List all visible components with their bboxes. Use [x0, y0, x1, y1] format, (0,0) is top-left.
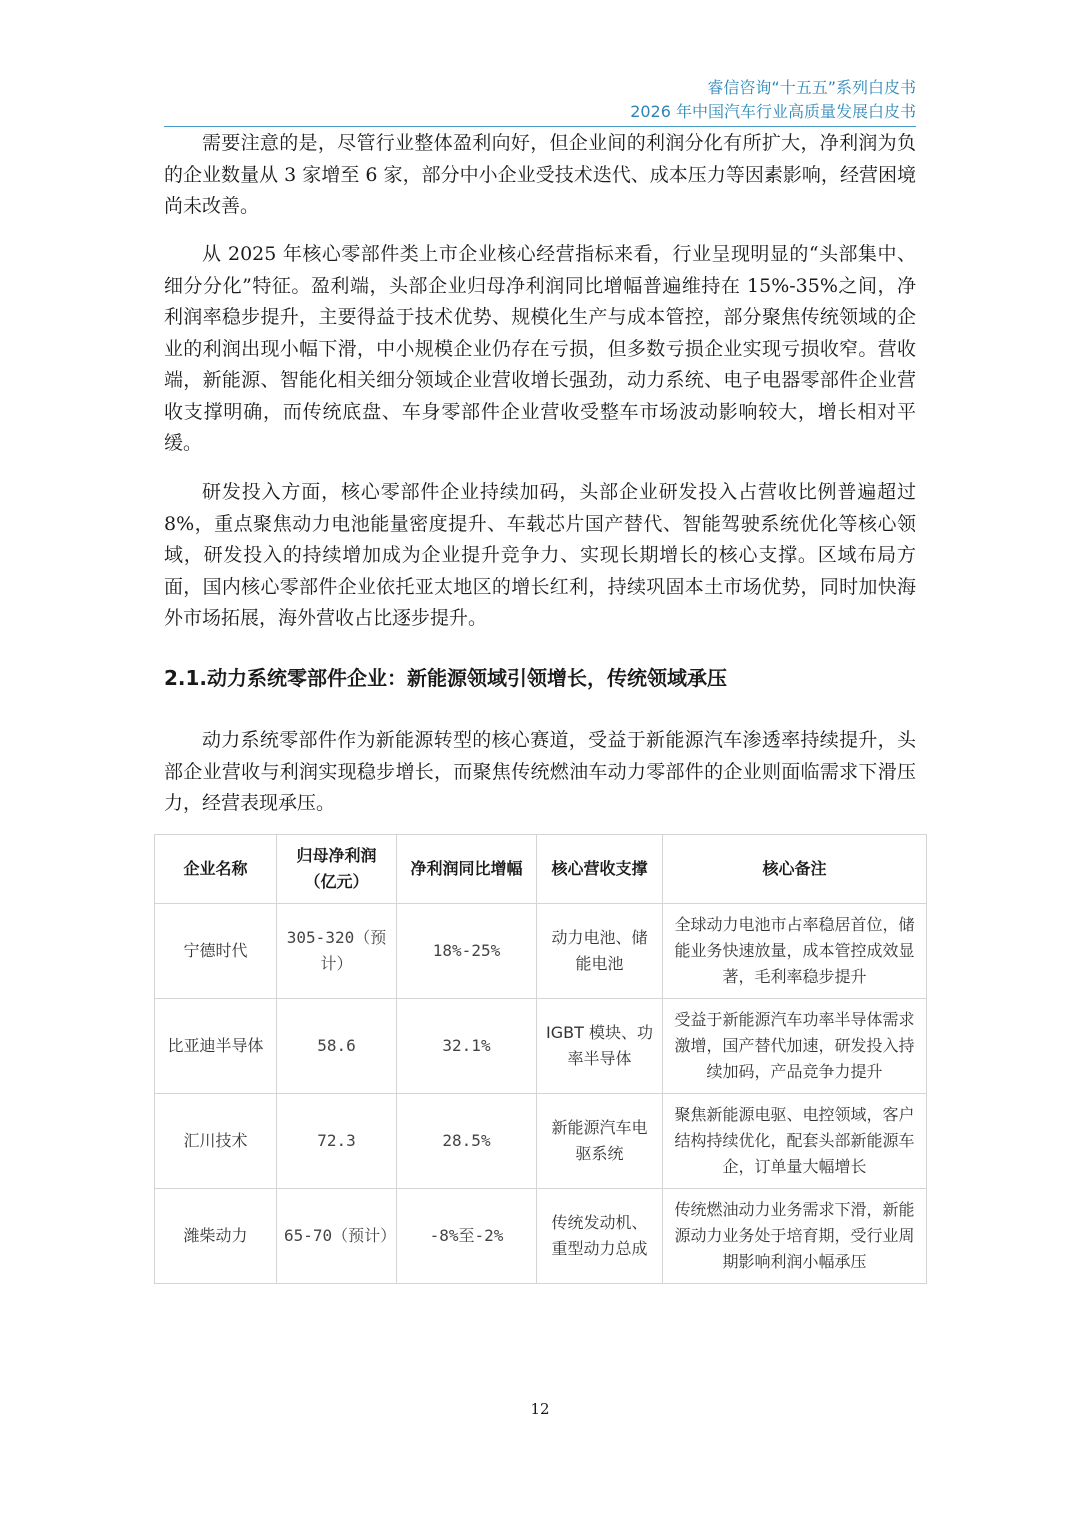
cell-net-profit: 58.6: [277, 999, 397, 1094]
cell-company: 比亚迪半导体: [155, 999, 277, 1094]
cell-growth: 28.5%: [397, 1094, 537, 1189]
cell-company: 潍柴动力: [155, 1189, 277, 1284]
cell-net-profit: 72.3: [277, 1094, 397, 1189]
table-row: [155, 1189, 927, 1284]
page-header: [156, 76, 916, 124]
paragraph-profit-divergence: 需要注意的是，尽管行业整体盈利向好，但企业间的利润分化有所扩大，净利润为负的企业数量从 3 家增至 6 家，部分中小企业受技术迭代、成本压力等因素影响，经营困境尚未改善。: [164, 132, 916, 217]
cell-note: 全球动力电池市占率稳居首位，储能业务快速放量，成本管控成效显著，毛利率稳步提升: [663, 904, 927, 999]
cell-growth: 32.1%: [397, 999, 537, 1094]
header-company-name: 企业名称: [155, 835, 277, 904]
header-net-profit: 归母净利润（亿元）: [277, 835, 397, 904]
cell-revenue-source: 新能源汽车电驱系统: [537, 1094, 663, 1189]
page-number: 12: [530, 1400, 550, 1418]
cell-company: 宁德时代: [155, 904, 277, 999]
cell-company: 汇川技术: [155, 1094, 277, 1189]
table-row: [155, 904, 927, 999]
powertrain-companies-table: [154, 834, 927, 1284]
cell-note: 受益于新能源汽车功率半导体需求激增，国产替代加速，研发投入持续加码，产品竞争力提升: [663, 999, 927, 1094]
header-divider: [164, 126, 916, 127]
paragraph-head-concentration: 从 2025 年核心零部件类上市企业核心经营指标来看，行业呈现明显的“头部集中、细分分化”特征。盈利端，头部企业归母净利润同比增幅普遍维持在 15%-35%之间，净利润率稳步提升，主要得益于技术优势、规模化生产与成本管控，部分聚焦传统领域的企业的利润出现小幅下滑，中小规模企业仍存在亏损，但多数亏损企业实现亏损收窄。营收端，新能源、智能化相关细分领域企业营收增长强劲，动力系统、电子电器零部件企业营收支撑明确，而传统底盘、车身零部件企业营收受整车市场波动影响较大，增长相对平缓。: [164, 243, 916, 454]
header-profit-growth: 净利润同比增幅: [397, 835, 537, 904]
cell-growth: 18%-25%: [397, 904, 537, 999]
table-row: [155, 999, 927, 1094]
cell-net-profit: 305-320（预计）: [277, 904, 397, 999]
section-heading: 2.1.动力系统零部件企业：新能源领域引领增长，传统领域承压: [164, 666, 728, 690]
table-row: [155, 1094, 927, 1189]
cell-growth: -8%至-2%: [397, 1189, 537, 1284]
cell-net-profit: 65-70（预计）: [277, 1189, 397, 1284]
cell-note: 传统燃油动力业务需求下滑，新能源动力业务处于培育期，受行业周期影响利润小幅承压: [663, 1189, 927, 1284]
header-core-revenue: 核心营收支撑: [537, 835, 663, 904]
header-core-notes: 核心备注: [663, 835, 927, 904]
paragraph-powertrain-intro: 动力系统零部件作为新能源转型的核心赛道，受益于新能源汽车渗透率持续提升，头部企业营收与利润实现稳步增长，而聚焦传统燃油车动力零部件的企业则面临需求下滑压力，经营表现承压。: [164, 729, 916, 814]
cell-revenue-source: IGBT 模块、功率半导体: [537, 999, 663, 1094]
header-series-title: 睿信咨询“十五五”系列白皮书: [707, 78, 916, 97]
cell-revenue-source: 动力电池、储能电池: [537, 904, 663, 999]
table-header-row: [155, 835, 927, 904]
cell-revenue-source: 传统发动机、重型动力总成: [537, 1189, 663, 1284]
paragraph-rd-investment: 研发投入方面，核心零部件企业持续加码，头部企业研发投入占营收比例普遍超过 8%，重点聚焦动力电池能量密度提升、车载芯片国产替代、智能驾驶系统优化等核心领域，研发投入的持续增加成为企业提升竞争力、实现长期增长的核心支撑。区域布局方面，国内核心零部件企业依托亚太地区的增长红利，持续巩固本土市场优势，同时加快海外市场拓展，海外营收占比逐步提升。: [164, 481, 916, 629]
cell-note: 聚焦新能源电驱、电控领域，客户结构持续优化，配套头部新能源车企，订单量大幅增长: [663, 1094, 927, 1189]
header-report-title: 2026 年中国汽车行业高质量发展白皮书: [630, 102, 916, 121]
